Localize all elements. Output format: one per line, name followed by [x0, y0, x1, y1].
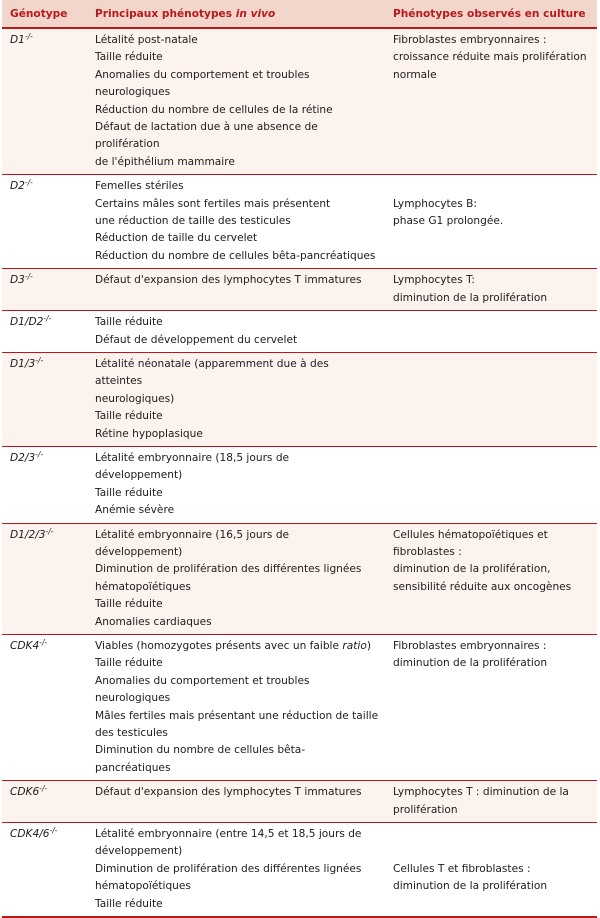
table-row-d1-3 [2, 352, 597, 446]
genotype-sup: -/- [24, 178, 33, 188]
invivo-line: Diminution de prolifération des différentes lignées [95, 563, 362, 576]
table-body [2, 28, 597, 917]
invivo-line: hématopoïétiques [95, 580, 191, 593]
header-invivo [87, 0, 385, 28]
genotype-cell [2, 352, 87, 446]
spacer [393, 826, 591, 843]
culture-cell [385, 352, 597, 446]
table-row-d2-3 [2, 446, 597, 523]
table-row-cdk4-6 [2, 823, 597, 918]
genotype-label: D1 [10, 34, 25, 46]
genotype-label: CDK6 [10, 786, 40, 799]
invivo-line: Anomalies du comportement et troubles neurologiques [95, 674, 310, 705]
table-row-cdk4 [2, 635, 597, 781]
table-row-cdk6 [2, 781, 597, 823]
invivo-line: Létalité embryonnaire (16,5 jours de développement) [95, 528, 290, 558]
culture-cell [385, 823, 597, 918]
invivo-cell [87, 823, 385, 918]
table-row-d3 [2, 269, 597, 311]
invivo-line: Taille réduite [95, 486, 163, 499]
invivo-ratio-suffix: ) [366, 640, 371, 652]
invivo-line: Taille réduite [95, 657, 163, 670]
table-row-d1-d2 [2, 311, 597, 353]
genotype-cell [2, 523, 87, 634]
genotype-sup: -/- [49, 826, 58, 836]
genotype-cell [2, 311, 87, 353]
invivo-line: développement) [95, 845, 183, 858]
invivo-line: de l'épithélium mammaire [95, 155, 235, 168]
genotype-sup: -/- [39, 638, 48, 647]
genotype-cell [2, 175, 87, 269]
invivo-cell [87, 446, 385, 523]
genotype-cell [2, 28, 87, 175]
invivo-cell [87, 635, 385, 781]
culture-line: sensibilité réduite aux oncogènes [393, 580, 572, 593]
table-row-d2 [2, 175, 597, 269]
culture-line: phase G1 prolongée. [393, 215, 504, 228]
invivo-cell [87, 311, 385, 353]
invivo-line: Taille réduite [95, 598, 163, 611]
genotype-label: D1/3 [10, 357, 36, 370]
invivo-line: une réduction de taille des testicules [95, 215, 291, 228]
culture-line: prolifération [393, 803, 458, 816]
invivo-cell [87, 523, 385, 634]
invivo-line: Diminution de prolifération des différentes lignées [95, 862, 362, 875]
genotype-label: CDK4 [10, 640, 40, 652]
invivo-line: Létalité néonatale (apparemment due à des atteintes [95, 357, 329, 388]
phenotype-table [2, 0, 597, 918]
genotype-label: CDK4/6 [10, 828, 50, 841]
invivo-line: Anomalies du comportement et troubles neurologiques [95, 68, 310, 99]
invivo-line: Anomalies cardiaques [95, 615, 212, 628]
invivo-cell [87, 28, 385, 175]
genotype-label: D1/2/3 [10, 528, 46, 541]
culture-line: Fibroblastes embryonnaires : [393, 34, 547, 46]
culture-line: Cellules hématopoïétiques et [393, 528, 548, 541]
genotype-sup: -/- [43, 314, 52, 324]
invivo-line: des testicules [95, 727, 168, 740]
genotype-sup: -/- [35, 449, 44, 459]
genotype-cell [2, 446, 87, 523]
invivo-line: hématopoïétiques [95, 880, 191, 893]
genotype-cell [2, 823, 87, 918]
invivo-cell [87, 352, 385, 446]
phenotype-table-container [2, 0, 597, 918]
culture-cell [385, 269, 597, 311]
table-row-d1 [2, 28, 597, 175]
invivo-line: Létalité embryonnaire (entre 14,5 et 18,5 jours de [95, 828, 362, 841]
genotype-sup: -/- [24, 272, 33, 282]
genotype-label: D3 [10, 274, 25, 287]
invivo-line: Mâles fertiles mais présentant une réduction de taille [95, 709, 379, 722]
header-invivo-prefix: Principaux phénotypes [95, 8, 236, 20]
header-invivo-italic: in vivo [235, 8, 276, 20]
invivo-line: Taille réduite [95, 51, 163, 64]
invivo-line: Taille réduite [95, 897, 163, 910]
invivo-line: Réduction du nombre de cellules de la rétine [95, 103, 333, 116]
invivo-line-ratio [95, 638, 379, 655]
invivo-ratio-prefix: Viables (homozygotes présents avec un faible [95, 640, 343, 652]
culture-cell [385, 523, 597, 634]
genotype-sup: -/- [24, 32, 33, 41]
culture-cell [385, 175, 597, 269]
invivo-line: Taille réduite [95, 410, 163, 423]
culture-cell [385, 446, 597, 523]
culture-line: diminution de la prolifération, [393, 563, 551, 576]
culture-cell [385, 311, 597, 353]
genotype-label: D2/3 [10, 451, 36, 464]
invivo-line: Létalité post-natale [95, 34, 198, 46]
genotype-sup: -/- [35, 355, 44, 365]
invivo-ratio-italic: ratio [342, 640, 367, 652]
header-culture: Phénotypes observés en culture [385, 0, 597, 28]
genotype-label: D2 [10, 180, 25, 193]
culture-line: normale [393, 68, 437, 81]
invivo-line: Taille réduite [95, 316, 163, 329]
culture-line: diminution de la prolifération [393, 291, 548, 304]
invivo-line: Diminution du nombre de cellules bêta-pancréatiques [95, 744, 306, 774]
invivo-line: Rétine hypoplasique [95, 427, 203, 440]
culture-line: diminution de la prolifération [393, 880, 548, 893]
invivo-line: Anémie sévère [95, 504, 175, 517]
genotype-cell [2, 635, 87, 781]
invivo-line: neurologiques) [95, 392, 175, 405]
culture-cell [385, 28, 597, 175]
culture-line: fibroblastes : [393, 545, 462, 558]
genotype-cell [2, 269, 87, 311]
invivo-line: Réduction de taille du cervelet [95, 232, 258, 245]
genotype-label: D1/D2 [10, 316, 44, 329]
invivo-line: Défaut d'expansion des lymphocytes T immatures [95, 786, 362, 799]
table-header [2, 0, 597, 28]
genotype-sup: -/- [45, 526, 54, 536]
culture-line: croissance réduite mais prolifération [393, 51, 587, 64]
culture-line: diminution de la prolifération [393, 657, 548, 670]
culture-cell [385, 635, 597, 781]
culture-line: Lymphocytes T : diminution de la [393, 786, 569, 799]
invivo-line: Défaut de développement du cervelet [95, 333, 298, 346]
culture-line: Fibroblastes embryonnaires : [393, 640, 547, 652]
invivo-line: Létalité embryonnaire (18,5 jours de développement) [95, 451, 290, 482]
table-row-d1-2-3 [2, 523, 597, 634]
culture-line: Lymphocytes B: [393, 197, 477, 210]
invivo-line: Défaut de lactation due à une absence de prolifération [95, 121, 318, 151]
spacer [393, 178, 591, 195]
genotype-sup: -/- [39, 784, 48, 794]
invivo-cell [87, 269, 385, 311]
culture-cell [385, 781, 597, 823]
spacer [393, 843, 591, 860]
invivo-line: Défaut d'expansion des lymphocytes T immatures [95, 274, 362, 287]
culture-line: Lymphocytes T: [393, 274, 475, 287]
genotype-cell [2, 781, 87, 823]
invivo-line: Réduction du nombre de cellules bêta-pancréatiques [95, 249, 376, 262]
culture-line: Cellules T et fibroblastes : [393, 862, 531, 875]
header-genotype: Génotype [2, 0, 87, 28]
invivo-cell [87, 175, 385, 269]
invivo-line: Femelles stériles [95, 180, 184, 193]
invivo-line: Certains mâles sont fertiles mais présentent [95, 197, 331, 210]
invivo-cell [87, 781, 385, 823]
